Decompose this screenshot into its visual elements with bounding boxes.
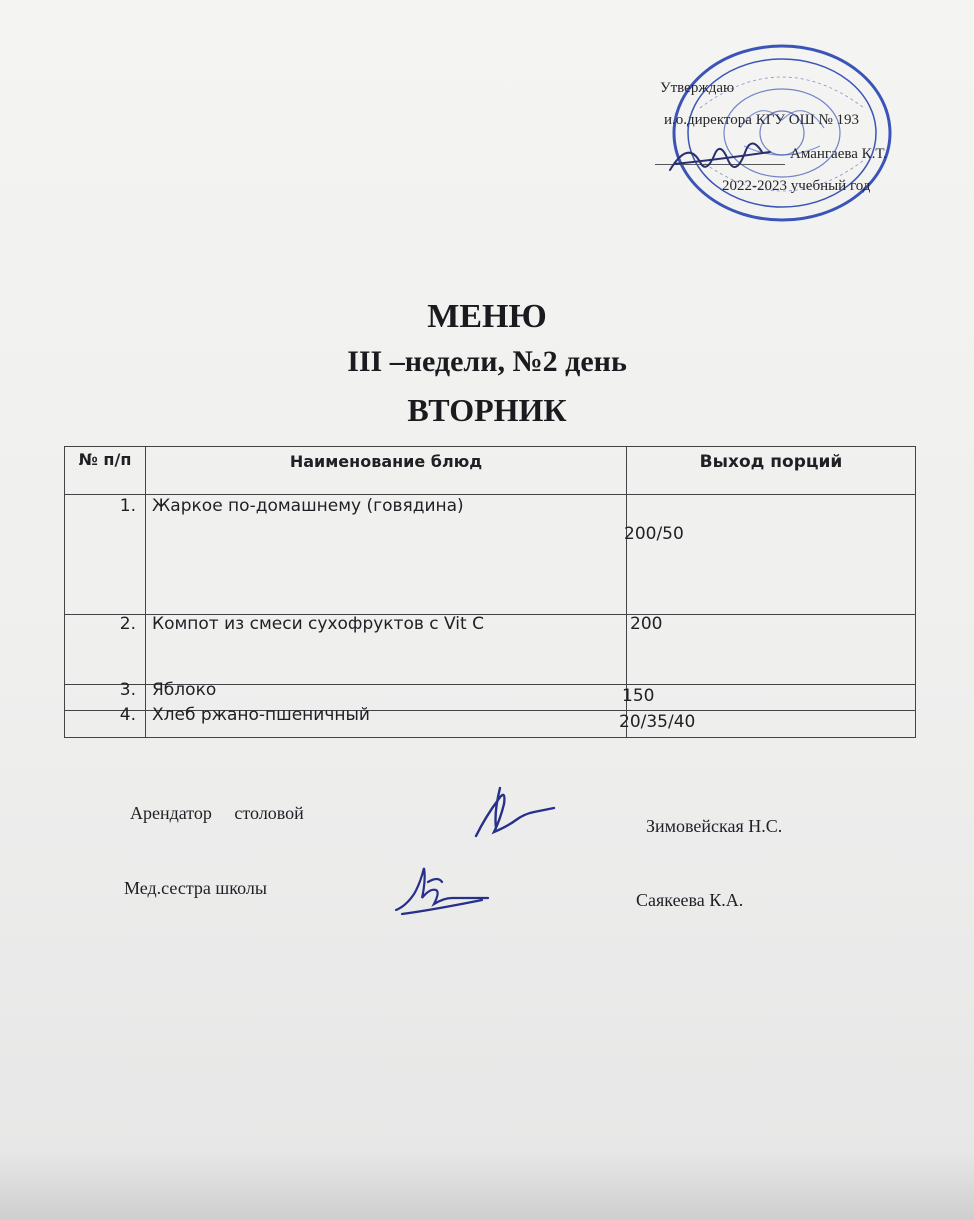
- menu-title: МЕНЮ: [427, 298, 547, 335]
- row-dish-name: Яблоко: [152, 680, 217, 700]
- row-portion: 20/35/40: [619, 712, 696, 732]
- row-dish-name: Хлеб ржано-пшеничный: [152, 705, 370, 725]
- menu-table: [64, 446, 916, 738]
- nurse-name: Саякеева К.А.: [636, 890, 744, 910]
- approval-block: [0, 0, 974, 230]
- row-dish-name: Жаркое по-домашнему (говядина): [152, 496, 464, 516]
- header-number: № п/п: [78, 450, 132, 469]
- weekday-title: ВТОРНИК: [407, 392, 567, 428]
- director-name: Амангаева К.Т.: [790, 146, 887, 162]
- tenant-name: Зимовейская Н.С.: [646, 816, 783, 836]
- week-day-subtitle: III –недели, №2 день: [347, 345, 627, 378]
- row-portion: 200/50: [624, 524, 684, 544]
- row-portion: 200: [630, 614, 663, 634]
- table-column-divider: [145, 446, 146, 738]
- row-portion: 150: [622, 686, 655, 706]
- nurse-label: Мед.сестра школы: [124, 878, 267, 898]
- row-dish-name: Компот из смеси сухофруктов с Vit C: [152, 614, 484, 634]
- row-number: 1.: [119, 496, 136, 516]
- academic-year: 2022-2023 учебный год: [722, 178, 871, 194]
- header-dish-name: Наименование блюд: [289, 452, 483, 471]
- row-number: 2.: [119, 614, 136, 634]
- row-number: 4.: [119, 705, 136, 725]
- tenant-signature-icon: [470, 778, 560, 842]
- nurse-signature-icon: [388, 862, 492, 920]
- director-signature-icon: [664, 128, 784, 188]
- page-shadow: [0, 1150, 974, 1220]
- header-portion: Выход порций: [699, 452, 843, 472]
- director-position: и.о.директора КГУ ОШ № 193: [664, 112, 860, 128]
- row-number: 3.: [119, 680, 136, 700]
- tenant-label: Арендатор столовой: [130, 803, 304, 823]
- table-border-top: [64, 446, 916, 447]
- table-border-bottom: [64, 737, 916, 738]
- approve-word: Утверждаю: [660, 80, 735, 96]
- table-header-divider: [64, 494, 916, 495]
- table-border-right: [915, 446, 916, 738]
